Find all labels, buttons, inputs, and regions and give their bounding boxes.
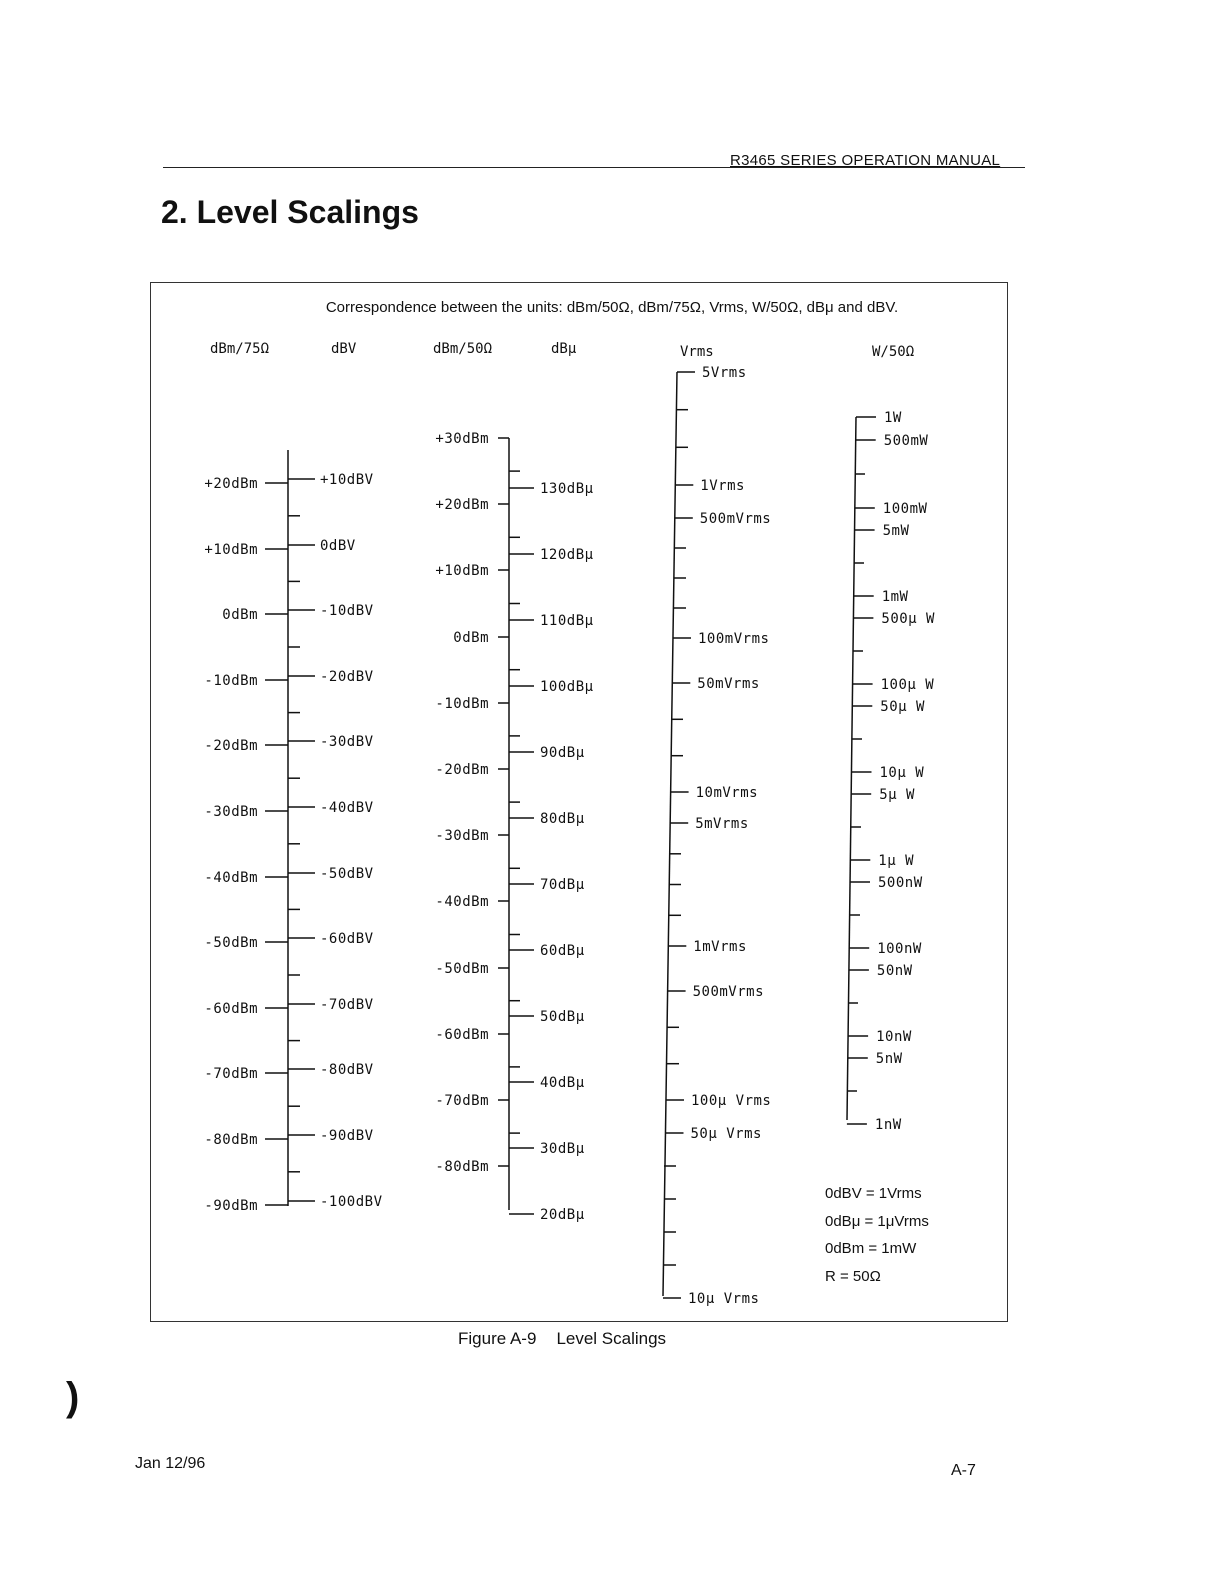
axis-w50: [847, 417, 856, 1120]
dbu-tick-label: 20dBμ: [540, 1207, 585, 1223]
header-vrms: Vrms: [680, 344, 714, 360]
dbm50-tick-label: +30dBm: [435, 431, 489, 447]
dbu-tick-label: 100dBμ: [540, 679, 594, 695]
tick-layer: [204, 365, 935, 1307]
note-line: 0dBm = 1mW: [825, 1240, 917, 1257]
dbv-tick-label: -70dBV: [320, 997, 374, 1013]
dbv-tick-label: -100dBV: [320, 1194, 383, 1210]
vrms-tick-label: 50μ Vrms: [690, 1126, 762, 1142]
dbm50-tick-label: -60dBm: [435, 1027, 489, 1043]
vrms-tick-label: 500mVrms: [699, 511, 772, 527]
dbm50-tick-label: -10dBm: [435, 696, 489, 712]
dbm75-tick-label: -30dBm: [204, 804, 258, 820]
figure-caption-text: Correspondence between the units: dBm/50Ω, dBm/75Ω, Vrms, W/50Ω, dBμ and dBV.: [325, 299, 899, 316]
figure-number: Figure A-9: [458, 1329, 537, 1348]
dbu-tick-label: 70dBμ: [540, 877, 585, 893]
vrms-tick-label: 500mVrms: [692, 984, 765, 1000]
dbu-tick-label: 110dBμ: [540, 613, 594, 629]
vrms-tick-label: 100mVrms: [698, 631, 770, 647]
dbv-tick-label: 0dBV: [320, 538, 356, 554]
dbm75-tick-label: -20dBm: [204, 738, 258, 754]
header-dbm75: dBm/75Ω: [210, 341, 270, 357]
w50-tick-label: 50μ W: [880, 699, 925, 715]
dbv-tick-label: +10dBV: [320, 472, 374, 488]
header-w50: W/50Ω: [872, 344, 915, 360]
dbu-tick-label: 80dBμ: [540, 811, 585, 827]
w50-tick-label: 100μ W: [880, 677, 935, 693]
vrms-tick-label: 5Vrms: [702, 365, 747, 381]
dbu-tick-label: 30dBμ: [540, 1141, 585, 1157]
w50-tick-label: 1nW: [874, 1117, 902, 1133]
dbu-tick-label: 130dBμ: [540, 481, 594, 497]
dbm75-tick-label: -80dBm: [204, 1132, 258, 1148]
dbm75-tick-label: +20dBm: [204, 476, 258, 492]
manual-title: R3465 SERIES OPERATION MANUAL: [730, 152, 1001, 169]
dbu-tick-label: 40dBμ: [540, 1075, 585, 1091]
w50-tick-label: 500mW: [883, 433, 929, 449]
header-dbm50: dBm/50Ω: [433, 341, 493, 357]
w50-tick-label: 1μ W: [878, 853, 915, 869]
w50-tick-label: 50nW: [876, 963, 913, 979]
dbm50-tick-label: -80dBm: [435, 1159, 489, 1175]
dbm75-tick-label: -40dBm: [204, 870, 258, 886]
dbv-tick-label: -80dBV: [320, 1062, 374, 1078]
header-dbu: dBμ: [551, 341, 577, 357]
w50-tick-label: 10nW: [876, 1029, 912, 1045]
footer-date: Jan 12/96: [135, 1455, 206, 1472]
vrms-tick-label: 100μ Vrms: [691, 1093, 772, 1109]
w50-tick-label: 1W: [884, 410, 902, 426]
vrms-tick-label: 1mVrms: [693, 939, 747, 955]
dbv-tick-label: -20dBV: [320, 669, 374, 685]
dbv-tick-label: -60dBV: [320, 931, 374, 947]
w50-tick-label: 1mW: [881, 589, 909, 605]
dbm50-tick-label: +20dBm: [435, 497, 489, 513]
w50-tick-label: 10μ W: [879, 765, 925, 781]
figure-label: Level Scalings: [556, 1329, 667, 1348]
vrms-tick-label: 10mVrms: [695, 785, 759, 801]
dbm50-tick-label: -30dBm: [435, 828, 489, 844]
dbv-tick-label: -90dBV: [320, 1128, 374, 1144]
dbm75-tick-label: -70dBm: [204, 1066, 258, 1082]
dbm75-tick-label: -50dBm: [204, 935, 258, 951]
note-line: 0dBμ = 1μVrms: [825, 1212, 929, 1230]
dbm50-tick-label: -70dBm: [435, 1093, 489, 1109]
dbm50-tick-label: 0dBm: [453, 630, 489, 646]
unit-notes: [825, 1180, 929, 1290]
dbm75-tick-label: -60dBm: [204, 1001, 258, 1017]
dbm75-tick-label: +10dBm: [204, 542, 258, 558]
note-line: R = 50Ω: [825, 1267, 881, 1285]
note-line: 0dBV = 1Vrms: [825, 1185, 922, 1202]
vrms-tick-label: 50mVrms: [697, 676, 760, 692]
margin-mark: ): [66, 1375, 80, 1419]
axis-vrms: [663, 372, 677, 1296]
dbu-tick-label: 60dBμ: [540, 943, 585, 959]
dbv-tick-label: -30dBV: [320, 734, 374, 750]
dbv-tick-label: -10dBV: [320, 603, 374, 619]
vrms-tick-label: 5mVrms: [695, 816, 749, 832]
dbu-tick-label: 90dBμ: [540, 745, 585, 761]
vrms-tick-label: 1Vrms: [700, 478, 745, 494]
w50-tick-label: 5μ W: [879, 787, 915, 803]
footer-page-number: A-7: [951, 1462, 976, 1479]
figure-number-caption: [458, 1329, 666, 1349]
w50-tick-label: 100mW: [882, 501, 928, 517]
dbm75-tick-label: 0dBm: [222, 607, 258, 623]
w50-tick-label: 100nW: [877, 941, 922, 957]
w50-tick-label: 5mW: [882, 523, 910, 539]
dbm75-tick-label: -90dBm: [204, 1198, 258, 1214]
dbm50-tick-label: -50dBm: [435, 961, 489, 977]
section-title: 2. Level Scalings: [161, 194, 419, 230]
dbm50-tick-label: +10dBm: [435, 563, 489, 579]
w50-tick-label: 5nW: [875, 1051, 903, 1067]
dbv-tick-label: -50dBV: [320, 866, 374, 882]
dbm50-tick-label: -20dBm: [435, 762, 489, 778]
dbm75-tick-label: -10dBm: [204, 673, 258, 689]
w50-tick-label: 500nW: [878, 875, 923, 891]
w50-tick-label: 500μ W: [881, 611, 935, 627]
dbu-tick-label: 50dBμ: [540, 1009, 585, 1025]
dbm50-tick-label: -40dBm: [435, 894, 489, 910]
dbv-tick-label: -40dBV: [320, 800, 374, 816]
header-dbv: dBV: [331, 341, 357, 357]
vrms-tick-label: 10μ Vrms: [688, 1291, 760, 1307]
dbu-tick-label: 120dBμ: [540, 547, 594, 563]
